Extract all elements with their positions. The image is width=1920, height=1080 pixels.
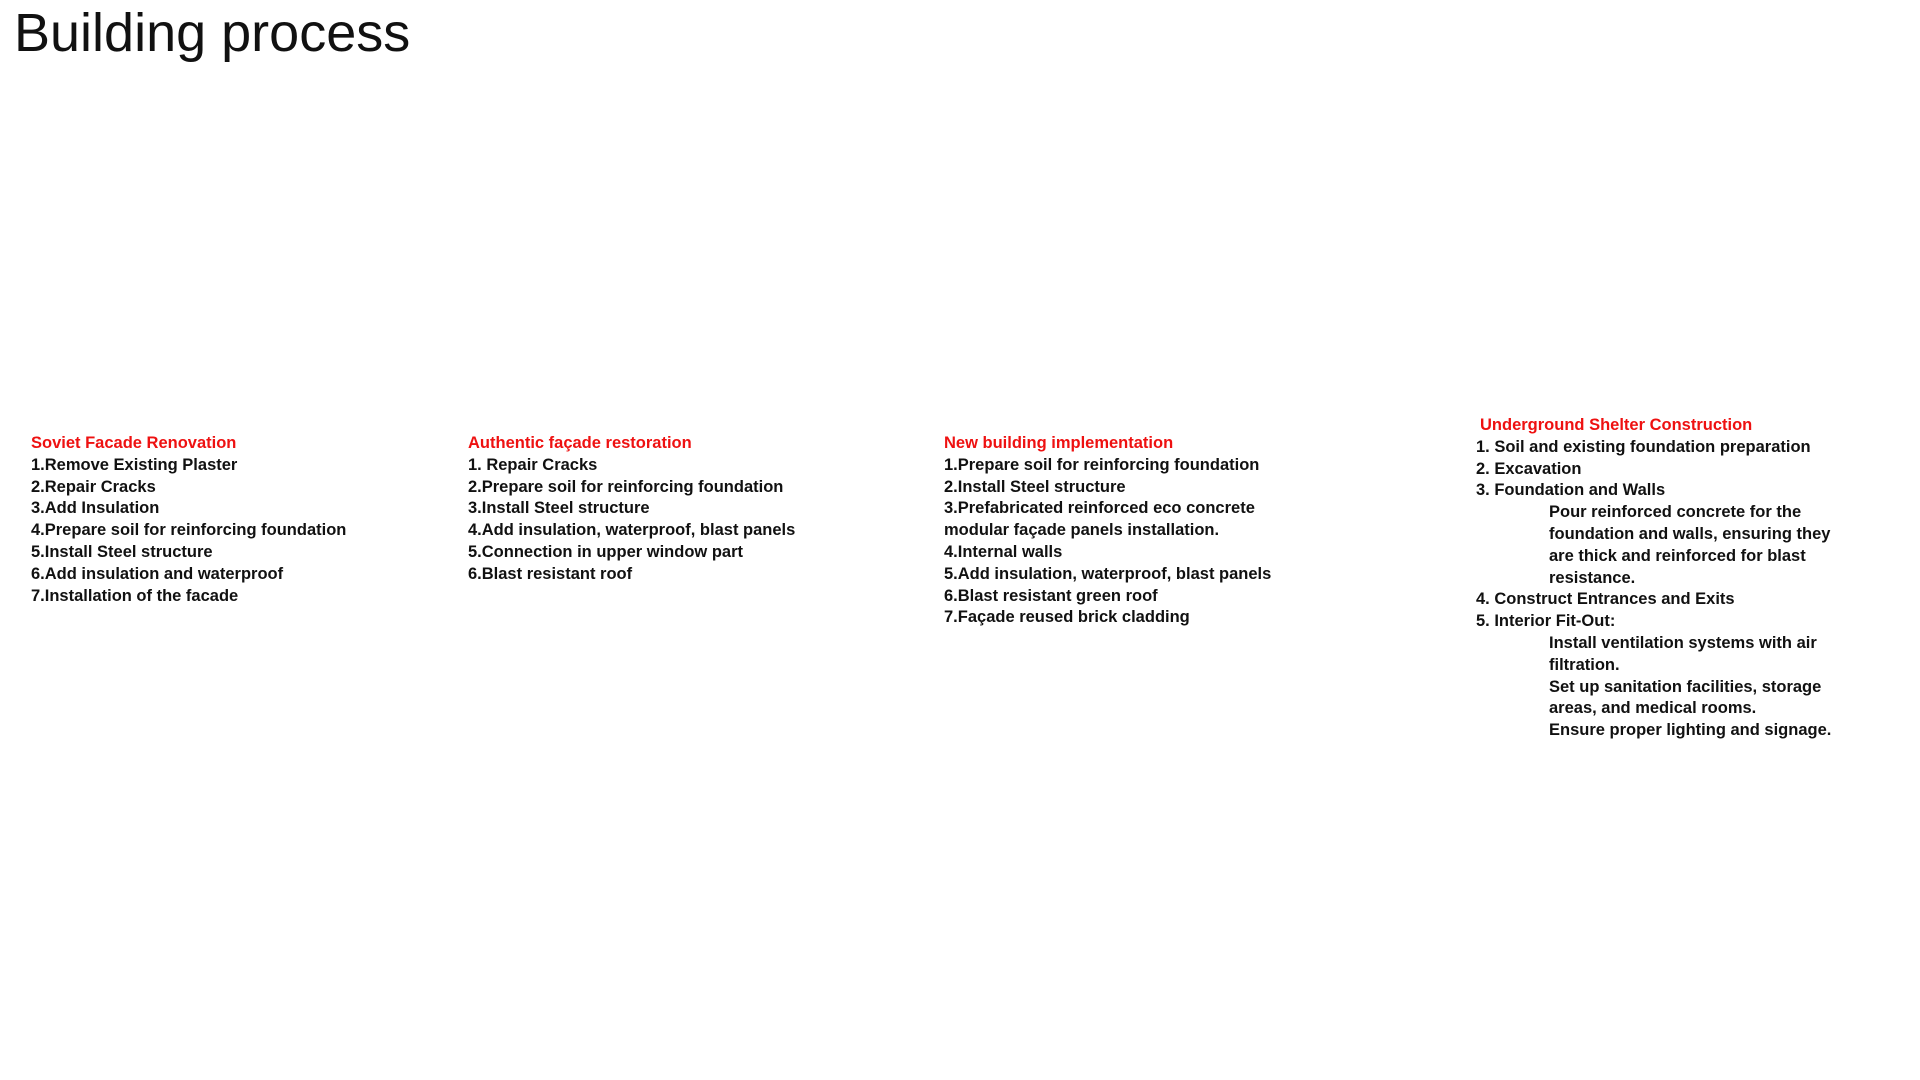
section-new-building-implementation [944, 433, 1304, 629]
list-item-detail: Install ventilation systems with air filtration. [1549, 633, 1817, 674]
list-item: 3.Prefabricated reinforced eco concrete modular façade panels installation. [944, 499, 1255, 540]
section-heading: Underground Shelter Construction [1480, 416, 1753, 434]
list-item: 1.Prepare soil for reinforcing foundation [944, 455, 1260, 474]
list-item: 5.Install Steel structure [31, 542, 213, 561]
list-item: 2. Excavation [1476, 459, 1582, 478]
list-item: 4.Internal walls [944, 542, 1063, 561]
list-item: 5. Interior Fit-Out: [1476, 612, 1616, 631]
list-item: 1.Remove Existing Plaster [31, 455, 238, 474]
list-item: 6.Add insulation and waterproof [31, 564, 284, 583]
section-heading: Soviet Facade Renovation [31, 434, 237, 452]
list-item-detail: Set up sanitation facilities, storage areas, and medical rooms. [1549, 677, 1822, 718]
list-item: 3.Add Insulation [31, 499, 160, 518]
section-authentic-facade-restoration [468, 433, 795, 586]
list-item: 4.Prepare soil for reinforcing foundation [31, 521, 347, 540]
list-item: 6.Blast resistant roof [468, 564, 633, 583]
section-heading: Authentic façade restoration [468, 434, 692, 452]
page-title: Building process [14, 3, 411, 63]
list-item: 4. Construct Entrances and Exits [1476, 590, 1735, 609]
list-item-detail: Ensure proper lighting and signage. [1549, 721, 1832, 740]
section-underground-shelter-construction [1476, 415, 1839, 742]
list-item: 2.Repair Cracks [31, 477, 156, 496]
list-item: 5.Add insulation, waterproof, blast panels [944, 564, 1272, 583]
list-item: 4.Add insulation, waterproof, blast panels [468, 521, 796, 540]
list-item: 2.Prepare soil for reinforcing foundation [468, 477, 784, 496]
list-item: 5.Connection in upper window part [468, 542, 743, 561]
list-item: 3. Foundation and Walls [1476, 481, 1666, 500]
section-heading: New building implementation [944, 434, 1174, 452]
list-item-detail: Pour reinforced concrete for the foundation and walls, ensuring they are thick and reinforced for blast resistance. [1549, 503, 1831, 587]
list-item: 3.Install Steel structure [468, 499, 650, 518]
list-item: 6.Blast resistant green roof [944, 586, 1158, 605]
list-item: 1. Repair Cracks [468, 455, 598, 474]
list-item: 7.Façade reused brick cladding [944, 608, 1190, 627]
list-item: 1. Soil and existing foundation preparation [1476, 437, 1811, 456]
section-soviet-facade-renovation [31, 433, 346, 607]
list-item: 2.Install Steel structure [944, 477, 1126, 496]
list-item: 7.Installation of the facade [31, 586, 239, 605]
